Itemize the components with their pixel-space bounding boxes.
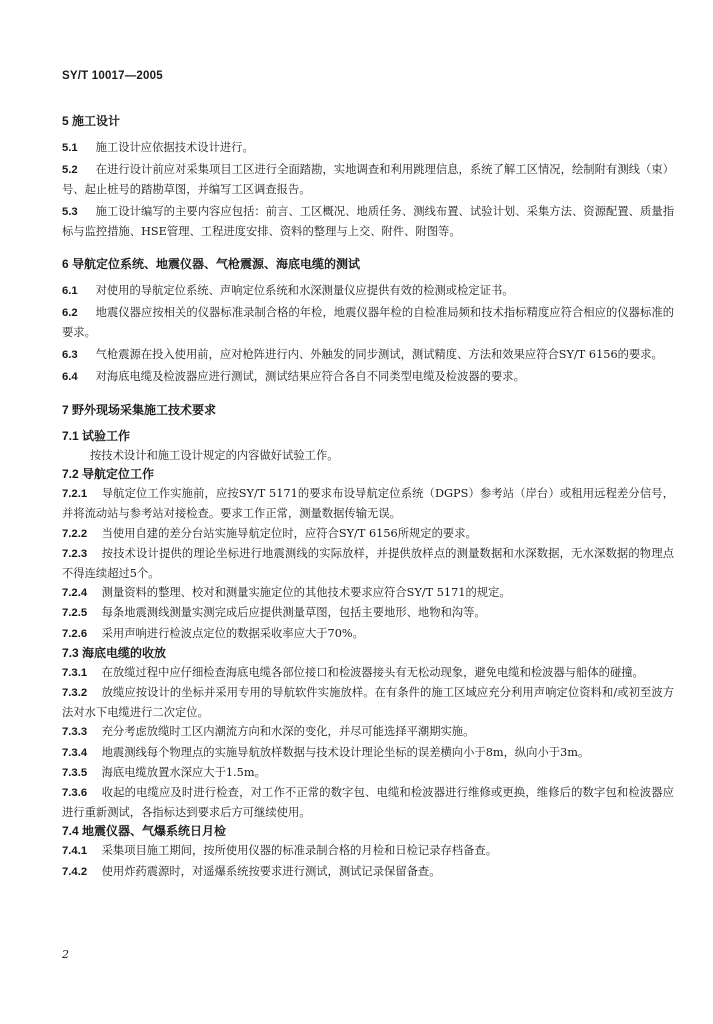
clause-text: 施工设计应依据技术设计进行。 <box>95 141 254 154</box>
clause-number: 7.2.4 <box>62 587 88 600</box>
clause-number: 5.2 <box>62 164 78 177</box>
clause-7-2-4 <box>62 583 674 603</box>
clause-6-4 <box>62 367 674 387</box>
clause-number: 7.2.6 <box>62 627 88 640</box>
section-7-heading: 7 野外现场采集施工技术要求 <box>62 403 217 418</box>
clause-5-1 <box>62 138 674 158</box>
clause-text: 在放缆过程中应仔细检查海底电缆各部位接口和检波器接头有无松动现象，避免电缆和检波器与船体的碰撞。 <box>101 665 644 679</box>
clause-number: 7.3.1 <box>62 666 88 679</box>
clause-7-2-5 <box>62 603 674 623</box>
clause-7-3-2 <box>62 683 674 722</box>
clause-6-1 <box>62 281 674 301</box>
clause-text: 对海底电缆及检波器应进行测试，测试结果应符合各自不同类型电缆及检波器的要求。 <box>95 369 525 383</box>
clause-text: 气枪震源在投入使用前，应对枪阵进行内、外触发的同步测试，测试精度、方法和效果应符合SY/T 6156的要求。 <box>95 347 663 361</box>
clause-7-1-text: 按技术设计和施工设计规定的内容做好试验工作。 <box>90 449 339 463</box>
clause-text: 放缆应按设计的坐标并采用专用的导航软件实施放样。在有条件的施工区域应充分利用声响定位资料和/或初至波方法对水下电缆进行二次定位。 <box>62 686 675 720</box>
clause-text: 采用声响进行检波点定位的数据采收率应大于70%。 <box>101 626 364 640</box>
subsection-7-1-heading: 7.1 试验工作 <box>62 429 131 444</box>
clause-text: 导航定位工作实施前，应按SY/T 5171的要求布设导航定位系统（DGPS）参考站（岸台）或租用远程差分信号，并将流动站与参考站对接检查。要求工作正常，测量数据传输无误。 <box>62 487 674 521</box>
clause-7-2-6 <box>62 624 674 644</box>
clause-text: 在进行设计前应对采集项目工区进行全面踏勘，实地调查和利用跳理信息，系统了解工区情况，绘制附有测线（束）号、起止桩号的踏勘草图，并编写工区调查报告。 <box>62 163 674 197</box>
clause-number: 6.2 <box>62 307 78 320</box>
clause-text: 当使用自建的差分台站实施导航定位时，应符合SY/T 6156所规定的要求。 <box>101 526 477 540</box>
clause-number: 7.2.2 <box>62 527 88 540</box>
clause-number: 7.3.4 <box>62 746 88 759</box>
clause-text: 采集项目施工期间，按所使用仪器的标准录制合格的月检和日检记录存档备查。 <box>101 844 497 858</box>
clause-number: 7.4.2 <box>62 865 88 878</box>
clause-7-3-4 <box>62 743 674 763</box>
standard-code: SY/T 10017—2005 <box>62 70 163 82</box>
clause-number: 7.3.6 <box>62 787 88 800</box>
clause-number: 7.4.1 <box>62 845 88 858</box>
clause-number: 6.4 <box>62 370 78 383</box>
clause-text: 对使用的导航定位系统、声响定位系统和水深测量仪应提供有效的检测或检定证书。 <box>95 284 514 298</box>
clause-7-4-1 <box>62 841 674 861</box>
clause-7-3-5 <box>62 763 674 783</box>
clause-number: 6.3 <box>62 348 78 361</box>
clause-6-3 <box>62 345 674 365</box>
subsection-7-3-heading: 7.3 海底电缆的收放 <box>62 645 167 660</box>
clause-7-3-3 <box>62 722 674 742</box>
clause-7-4-2 <box>62 862 674 882</box>
section-6-heading: 6 导航定位系统、地震仪器、气枪震源、海底电缆的测试 <box>62 257 361 272</box>
clause-7-3-6 <box>62 783 674 822</box>
clause-text: 使用炸药震源时，对遥爆系统按要求进行测试，测试记录保留备查。 <box>101 864 441 878</box>
clause-number: 5.1 <box>62 142 78 154</box>
clause-text: 收起的电缆应及时进行检查，对工作不正常的数字包、电缆和检波器进行维修或更换，维修后的数字包和检波器应进行重新测试，各指标达到要求后方可继续使用。 <box>62 786 674 820</box>
section-5-heading: 5 施工设计 <box>62 114 121 128</box>
clause-7-2-2 <box>62 524 674 544</box>
clause-number: 7.3.3 <box>62 726 88 739</box>
clause-text: 充分考虑放缆时工区内潮流方向和水深的变化，并尽可能选择平潮期实施。 <box>101 725 475 739</box>
clause-text: 地震测线每个物理点的实施导航放样数据与技术设计理论坐标的误差横向小于8m，纵向小于3m。 <box>101 745 590 759</box>
clause-number: 6.1 <box>62 285 78 298</box>
clause-text: 测量资料的整理、校对和测量实施定位的其他技术要求应符合SY/T 5171的规定。 <box>101 586 511 600</box>
clause-text: 海底电缆放置水深应大于1.5m。 <box>101 765 266 779</box>
clause-number: 7.3.2 <box>62 687 88 700</box>
clause-text: 按技术设计提供的理论坐标进行地震测线的实际放样，并提供放样点的测量数据和水深数据，无水深数据的物理点不得连续超过5个。 <box>62 546 674 581</box>
clause-number: 7.2.5 <box>62 607 88 620</box>
clause-6-2 <box>62 303 674 342</box>
page-number: 2 <box>62 948 69 961</box>
clause-number: 5.3 <box>62 205 78 218</box>
clause-number: 7.2.3 <box>62 547 88 560</box>
clause-text: 施工设计编写的主要内容应包括：前言、工区概况、地质任务、测线布置、试验计划、采集方法、资源配置、质量指标与监控措施、HSE管理、工程进度安排、资料的整理与上交、附件、附图等。 <box>62 204 674 238</box>
clause-5-3 <box>62 202 674 241</box>
clause-5-2 <box>62 160 674 199</box>
clause-7-2-3 <box>62 544 674 583</box>
clause-number: 7.3.5 <box>62 766 88 779</box>
clause-text: 每条地震测线测量实测完成后应提供测量草图，包括主要地形、地物和沟等。 <box>101 606 486 620</box>
clause-text: 地震仪器应按相关的仪器标准录制合格的年检，地震仪器年检的自检准局频和技术指标精度应符合相应的仪器标准的要求。 <box>62 306 674 340</box>
clause-7-2-1 <box>62 484 674 523</box>
clause-number: 7.2.1 <box>62 488 88 501</box>
document-body <box>62 112 674 882</box>
subsection-7-4-heading: 7.4 地震仪器、气爆系统日月检 <box>62 824 227 839</box>
clause-7-3-1 <box>62 663 674 683</box>
subsection-7-2-heading: 7.2 导航定位工作 <box>62 467 155 482</box>
